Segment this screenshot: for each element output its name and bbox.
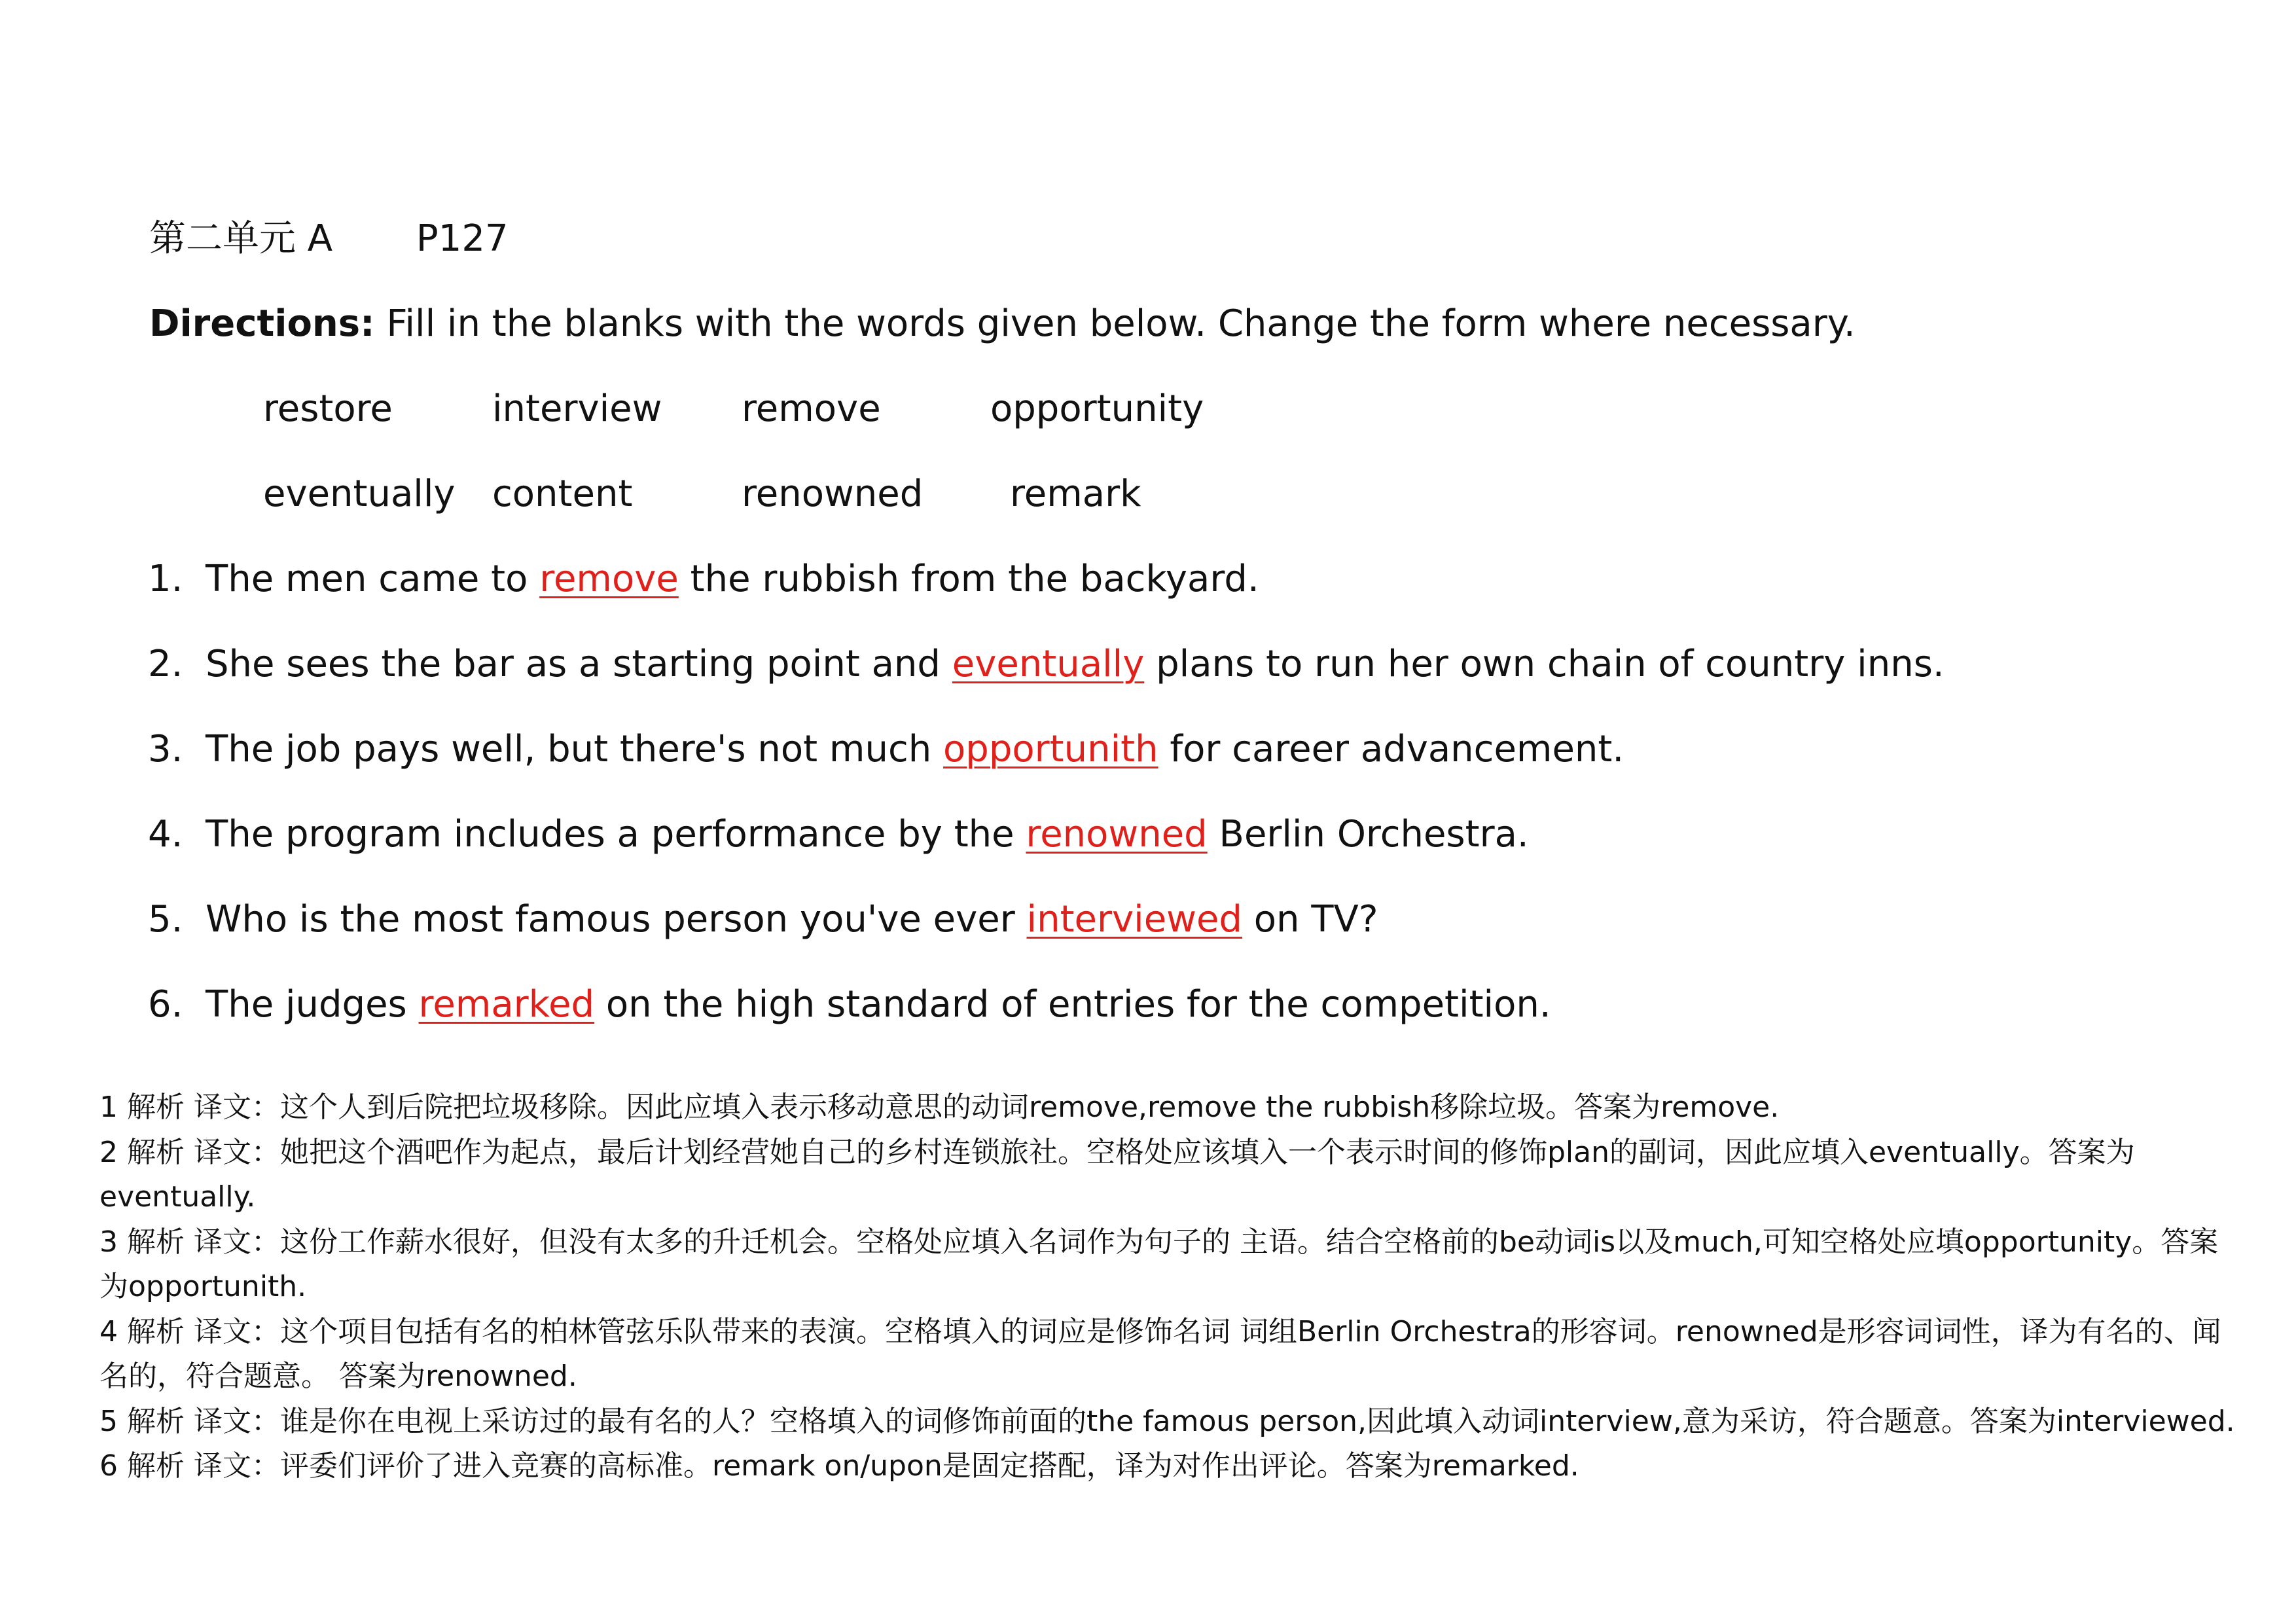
analysis-item: 1 解析 译文：这个人到后院把垃圾移除。因此应填入表示移动意思的动词remove,remove the rubbish移除垃圾。答案为remove.: [99, 1091, 1780, 1124]
answer-blank: eventually: [952, 643, 1145, 685]
page-title: [149, 213, 509, 265]
question-number: 2.: [148, 643, 183, 685]
word-bank-item: remove: [742, 388, 881, 430]
question-item: [148, 638, 1945, 691]
answer-blank: interviewed: [1026, 898, 1242, 941]
question-text-after: plans to run her own chain of country inns.: [1144, 643, 1945, 685]
analysis-item: 5 解析 译文：谁是你在电视上采访过的最有名的人？空格填入的词修饰前面的the famous person,因此填入动词interview,意为采访，符合题意。答案为interviewed.: [99, 1404, 2235, 1438]
question-item: [148, 723, 1624, 776]
word-bank-item: eventually: [263, 473, 456, 515]
word-bank-item: restore: [263, 388, 393, 430]
page-reference: P127: [416, 217, 509, 260]
answer-blank: remove: [539, 558, 679, 600]
answer-blank: opportunith: [943, 728, 1158, 770]
question-item: [148, 893, 1378, 946]
question-number: 4.: [148, 813, 183, 856]
analysis-item: 3 解析 译文：这份工作薪水很好，但没有太多的升迁机会。空格处应填入名词作为句子的 主语。结合空格前的be动词is以及much,可知空格处应填opportunity。答案为opportunith.: [99, 1225, 2219, 1303]
word-bank-item: opportunity: [990, 388, 1204, 430]
question-text-after: on the high standard of entries for the competition.: [594, 983, 1551, 1026]
question-item: [148, 553, 1259, 605]
question-text-after: Berlin Orchestra.: [1207, 813, 1529, 856]
question-number: 6.: [148, 983, 183, 1026]
question-text-before: The job pays well, but there's not much: [206, 728, 944, 770]
question-text-after: on TV?: [1242, 898, 1378, 941]
question-item: [148, 808, 1529, 861]
question-text-before: Who is the most famous person you've ever: [206, 898, 1027, 941]
question-item: [148, 979, 1551, 1031]
question-number: 1.: [148, 558, 183, 600]
question-number: 5.: [148, 898, 183, 941]
directions: [149, 298, 1856, 350]
question-text-before: The program includes a performance by the: [206, 813, 1026, 856]
answer-analysis: [99, 1085, 2240, 1489]
analysis-item: 2 解析 译文：她把这个酒吧作为起点，最后计划经营她自己的乡村连锁旅社。空格处应该填入一个表示时间的修饰plan的副词，因此应填入eventually。答案为eventually.: [99, 1135, 2135, 1214]
question-text-before: She sees the bar as a starting point and: [206, 643, 952, 685]
word-bank-item: interview: [492, 388, 662, 430]
analysis-item: 4 解析 译文：这个项目包括有名的柏林管弦乐队带来的表演。空格填入的词应是修饰名词 词组Berlin Orchestra的形容词。renowned是形容词词性，译为有名的、闻名的，符合题意。 答案为renowned.: [99, 1314, 2221, 1393]
word-bank-item: remark: [1010, 473, 1141, 515]
question-text-after: for career advancement.: [1158, 728, 1624, 770]
unit-label: 第二单元 A: [149, 217, 333, 260]
question-text-before: The judges: [206, 983, 419, 1026]
analysis-item: 6 解析 译文：评委们评价了进入竞赛的高标准。remark on/upon是固定搭配，译为对作出评论。答案为remarked.: [99, 1449, 1579, 1483]
word-bank-item: renowned: [742, 473, 924, 515]
answer-blank: renowned: [1026, 813, 1208, 856]
question-number: 3.: [148, 728, 183, 770]
answer-blank: remarked: [418, 983, 595, 1026]
directions-label: Directions:: [149, 302, 375, 345]
question-text-before: The men came to: [206, 558, 540, 600]
question-text-after: the rubbish from the backyard.: [678, 558, 1259, 600]
word-bank-item: content: [492, 473, 633, 515]
directions-text: Fill in the blanks with the words given below. Change the form where necessary.: [374, 302, 1856, 345]
